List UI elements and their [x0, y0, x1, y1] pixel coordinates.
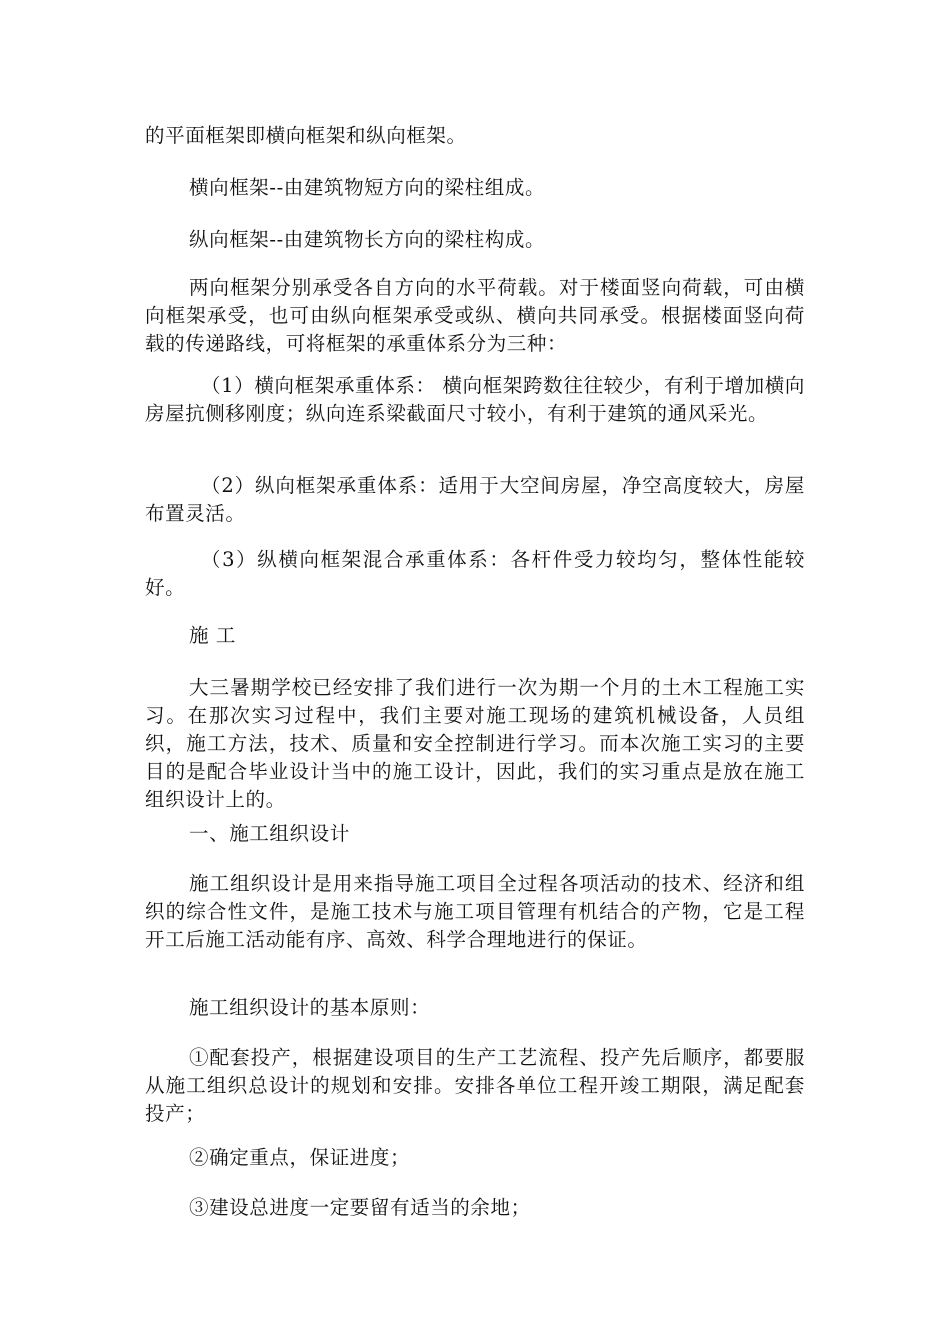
paragraph-system-3: （3）纵横向框架混合承重体系：各杆件受力较均匀，整体性能较好。 [145, 548, 805, 599]
paragraph-principle-1: ①配套投产，根据建设项目的生产工艺流程、投产先后顺序，都要服从施工组织总设计的规划和安排。安排各单位工程开竣工期限，满足配套投产； [145, 1046, 805, 1125]
paragraph-longitudinal-frame: 纵向框架--由建筑物长方向的梁柱构成。 [189, 228, 546, 251]
paragraph-transverse-frame: 横向框架--由建筑物短方向的梁柱组成。 [189, 176, 546, 199]
paragraph-organization-design: 施工组织设计是用来指导施工项目全过程各项活动的技术、经济和组织的综合性文件，是施工技术与施工项目管理有机结合的产物，它是工程开工后施工活动能有序、高效、科学合理地进行的保证。 [145, 872, 805, 951]
paragraph-continuation: 的平面框架即横向框架和纵向框架。 [145, 124, 467, 147]
paragraph-two-way-frame: 两向框架分别承受各自方向的水平荷载。对于楼面竖向荷载，可由横向框架承受，也可由纵向框架承受或纵、横向共同承受。根据楼面竖向荷载的传递路线，可将框架的承重体系分为三种： [145, 276, 805, 355]
paragraph-principle-2: ②确定重点，保证进度； [189, 1146, 411, 1169]
paragraph-basic-principles: 施工组织设计的基本原则： [189, 996, 431, 1019]
paragraph-internship: 大三暑期学校已经安排了我们进行一次为期一个月的土木工程施工实习。在那次实习过程中，我们主要对施工现场的建筑机械设备，人员组织，施工方法，技术、质量和安全控制进行学习。而本次施工实习的主要目的是配合毕业设计当中的施工设计，因此，我们的实习重点是放在施工组织设计上的。 [145, 676, 805, 811]
paragraph-system-2: （2）纵向框架承重体系：适用于大空间房屋，净空高度较大，房屋布置灵活。 [145, 474, 805, 525]
paragraph-principle-3: ③建设总进度一定要留有适当的余地； [189, 1196, 531, 1219]
section-heading-organization-design: 一、施工组织设计 [189, 822, 350, 845]
section-heading-construction: 施 工 [189, 624, 236, 647]
paragraph-system-1: （1）横向框架承重体系： 横向框架跨数往往较少，有利于增加横向房屋抗侧移刚度；纵向连系梁截面尺寸较小，有利于建筑的通风采光。 [145, 374, 805, 425]
